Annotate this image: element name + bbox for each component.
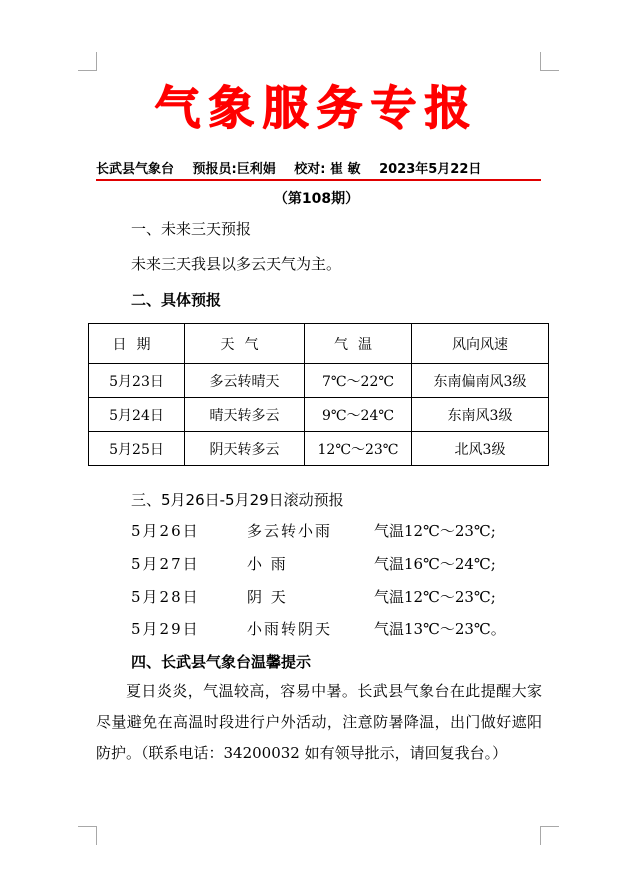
- table-header-weather: 天气: [185, 324, 305, 364]
- rolling-temp: 气温12℃～23℃;: [374, 588, 496, 606]
- info-line: [96, 158, 541, 177]
- section-1-title: 一、未来三天预报: [131, 220, 252, 238]
- issue-date: 2023年5月22日: [379, 162, 482, 177]
- rolling-temp: 气温13℃～23℃。: [374, 620, 506, 638]
- table-cell-weather: 阴天转多云: [185, 432, 305, 466]
- table-cell-date: 5月23日: [89, 364, 185, 398]
- table-row: [89, 398, 549, 432]
- table-cell-date: 5月25日: [89, 432, 185, 466]
- table-cell-wind: 东南偏南风3级: [412, 364, 549, 398]
- forecaster: 预报员:巨利娟: [192, 162, 276, 177]
- table-header-wind: 风向风速: [412, 324, 549, 364]
- section-1-text: 未来三天我县以多云天气为主。: [131, 255, 342, 273]
- table-cell-temp: 12℃～23℃: [305, 432, 412, 466]
- table-row: [89, 432, 549, 466]
- table-cell-date: 5月24日: [89, 398, 185, 432]
- rolling-temp: 气温16℃～24℃;: [374, 555, 496, 573]
- red-divider: [96, 179, 541, 181]
- table-cell-temp: 7℃～22℃: [305, 364, 412, 398]
- station-name: 长武县气象台: [96, 162, 175, 177]
- section-2-title: 二、具体预报: [131, 291, 222, 309]
- proofreader: 校对: 崔 敏: [294, 162, 361, 177]
- table-cell-temp: 9℃～24℃: [305, 398, 412, 432]
- table-cell-weather: 多云转晴天: [185, 364, 305, 398]
- rolling-date: 5月29日: [131, 620, 200, 638]
- rolling-weather: 阴 天: [247, 588, 288, 606]
- crop-mark-top-right: [540, 52, 559, 71]
- table-cell-wind: 北风3级: [412, 432, 549, 466]
- rolling-weather: 小雨转阴天: [247, 620, 333, 638]
- rolling-weather: 多云转小雨: [247, 522, 333, 540]
- rolling-date: 5月28日: [131, 588, 200, 606]
- rolling-weather: 小 雨: [247, 555, 288, 573]
- section-4-title: 四、长武县气象台温馨提示: [131, 653, 312, 671]
- table-cell-weather: 晴天转多云: [185, 398, 305, 432]
- table-header-date: 日期: [89, 324, 185, 364]
- rolling-temp: 气温12℃～23℃;: [374, 522, 496, 540]
- masthead-title: 气象服务专报: [154, 81, 479, 135]
- crop-mark-bottom-left: [78, 826, 97, 845]
- table-row: [89, 364, 549, 398]
- forecast-table: [88, 323, 549, 466]
- rolling-date: 5月27日: [131, 555, 200, 573]
- table-header-temp: 气温: [305, 324, 412, 364]
- rolling-date: 5月26日: [131, 522, 200, 540]
- section-3-title: 三、5月26日-5月29日滚动预报: [131, 491, 344, 509]
- crop-mark-bottom-right: [540, 826, 559, 845]
- table-header-row: [89, 324, 549, 364]
- tip-paragraph: 夏日炎炎，气温较高，容易中暑。长武县气象台在此提醒大家尽量避免在高温时段进行户外活动，注意防暑降温，出门做好遮阳防护。（联系电话：34200032 如有领导批示，请回复我台。）: [96, 682, 542, 762]
- crop-mark-top-left: [78, 52, 97, 71]
- issue-number: （第108期）: [273, 191, 360, 207]
- table-cell-wind: 东南风3级: [412, 398, 549, 432]
